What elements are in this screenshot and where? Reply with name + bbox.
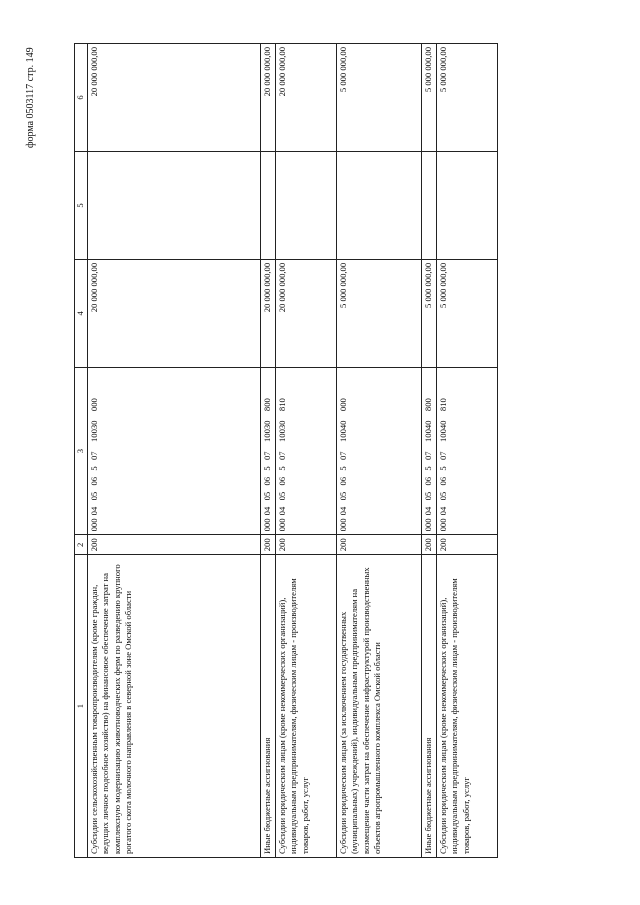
- table-row: [337, 44, 422, 858]
- expense-name: Субсидии юридическим лицам (за исключением государственных (муниципальных) учреждений), индивидуальным предпринимателям на возмещение части затрат на обеспечение инфраструктурой производственных объектов агропромышленного комплекса Омской области: [337, 555, 422, 858]
- expense-name: Субсидии сельскохозяйственным товаропроизводителям (кроме граждан, ведущих личное подсобное хозяйство) на финансовое обеспечение затрат на комплексную модернизацию животноводческих ферм по разведению крупного рогатого скота молочного направления в северной зоне Омской области: [88, 555, 261, 858]
- expense-name: Иные бюджетные ассигнования: [261, 555, 276, 858]
- budget-classification-code: 000 04 05 06 5 07 10040 000: [337, 367, 422, 535]
- column-header: 6: [75, 44, 88, 152]
- expense-name: Субсидии юридическим лицам (кроме некоммерческих организаций), индивидуальным предпринимателям, физическим лицам - производителям товаров, работ, услуг: [276, 555, 337, 858]
- executed-amount: [337, 151, 422, 259]
- approved-amount: 5 000 000,00: [337, 259, 422, 367]
- budget-classification-code: 000 04 05 06 5 07 10040 800: [422, 367, 437, 535]
- rotated-table-container: [74, 43, 471, 858]
- table-row: [437, 44, 498, 858]
- executed-amount: [437, 151, 498, 259]
- unexecuted-amount: 5 000 000,00: [437, 44, 498, 152]
- line-code: 200: [261, 535, 276, 555]
- unexecuted-amount: 20 000 000,00: [276, 44, 337, 152]
- table-row: [88, 44, 261, 858]
- table-row: [276, 44, 337, 858]
- executed-amount: [88, 151, 261, 259]
- expense-name: Иные бюджетные ассигнования: [422, 555, 437, 858]
- column-header: 4: [75, 259, 88, 367]
- executed-amount: [261, 151, 276, 259]
- column-header: 1: [75, 555, 88, 858]
- approved-amount: 20 000 000,00: [276, 259, 337, 367]
- line-code: 200: [88, 535, 261, 555]
- column-number-row: [75, 44, 88, 858]
- unexecuted-amount: 20 000 000,00: [261, 44, 276, 152]
- budget-classification-code: 000 04 05 06 5 07 10040 810: [437, 367, 498, 535]
- table-row: [261, 44, 276, 858]
- budget-classification-code: 000 04 05 06 5 07 10030 800: [261, 367, 276, 535]
- expense-name: Субсидии юридическим лицам (кроме некоммерческих организаций), индивидуальным предпринимателям, физическим лицам - производителям товаров, работ, услуг: [437, 555, 498, 858]
- approved-amount: 20 000 000,00: [88, 259, 261, 367]
- line-code: 200: [437, 535, 498, 555]
- table-row: [422, 44, 437, 858]
- line-code: 200: [337, 535, 422, 555]
- line-code: 200: [422, 535, 437, 555]
- unexecuted-amount: 5 000 000,00: [337, 44, 422, 152]
- executed-amount: [422, 151, 437, 259]
- unexecuted-amount: 5 000 000,00: [422, 44, 437, 152]
- approved-amount: 20 000 000,00: [261, 259, 276, 367]
- executed-amount: [276, 151, 337, 259]
- budget-classification-code: 000 04 05 06 5 07 10030 000: [88, 367, 261, 535]
- approved-amount: 5 000 000,00: [437, 259, 498, 367]
- form-reference: форма 0503117 стр. 149: [25, 47, 36, 148]
- column-header: 5: [75, 151, 88, 259]
- unexecuted-amount: 20 000 000,00: [88, 44, 261, 152]
- column-header: 2: [75, 535, 88, 555]
- approved-amount: 5 000 000,00: [422, 259, 437, 367]
- budget-classification-code: 000 04 05 06 5 07 10030 810: [276, 367, 337, 535]
- line-code: 200: [276, 535, 337, 555]
- budget-table: [74, 43, 498, 858]
- column-header: 3: [75, 367, 88, 535]
